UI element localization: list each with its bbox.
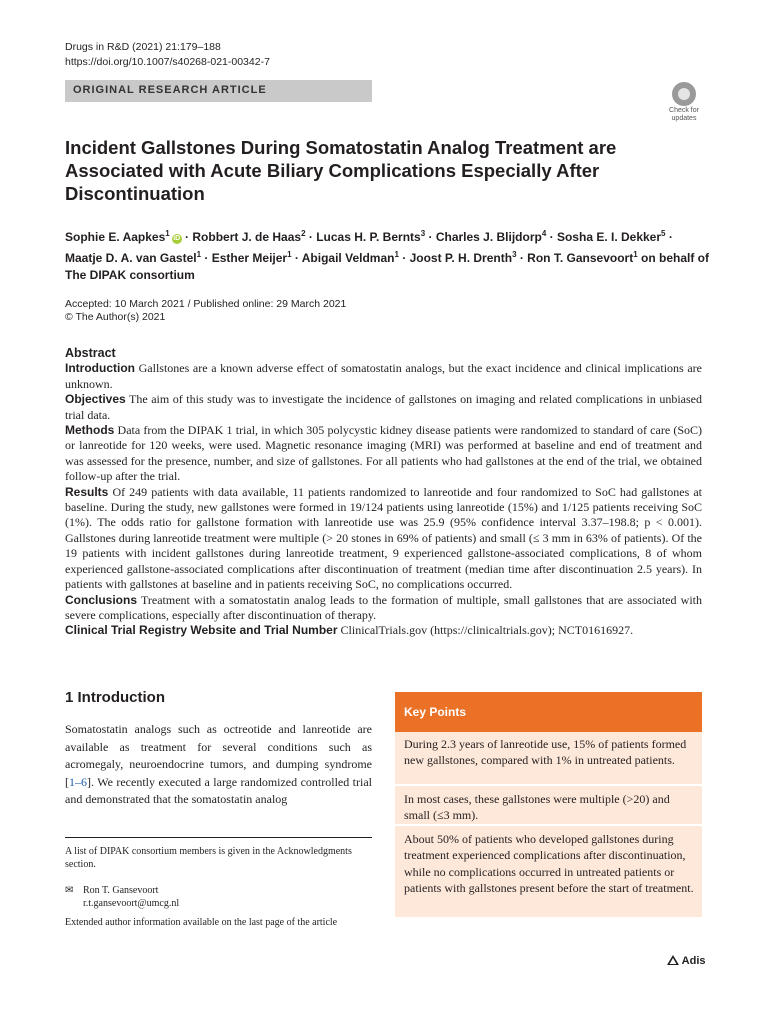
author-name[interactable]: · Charles J. Blijdorp bbox=[425, 230, 542, 244]
section-heading-introduction: 1 Introduction bbox=[65, 689, 165, 706]
key-point-separator bbox=[395, 824, 702, 826]
accepted-published: Accepted: 10 March 2021 / Published online: 29 March 2021 bbox=[65, 298, 347, 310]
author-name[interactable]: · Sosha E. I. Dekker bbox=[546, 230, 662, 244]
abstract-objectives: Objectives The aim of this study was to investigate the incidence of gallstones on imaging and related complications in unbiased trial data. bbox=[65, 392, 702, 422]
abstract-results: Results Of 249 patients with data available, 11 patients randomized to lanreotide and four randomized to SoC had gallstones at baseline. During the study, new gallstones were formed in 19/124 patients using lanreotide (15%) and 1/125 patients receiving SoC (1%). The odds ratio for gallstone formation with lanreotide use was 25.9 (95% confidence interval 3.37–198.8; p < 0.001). Gallstones during lanreotide treatment were multiple (> 20 stones in 69% of patients) and small (≤ 3 mm in 63% of patients). Of the 19 patients with incident gallstones during lanreotide treatment, 9 experienced gallstone-associated complications, 8 of whom experienced gallstone-associated complications after discontinuation of treatment (median time after discontinuation 2.5 years). In patients with gallstones at baseline and in patients receiving SoC, no complications occurred. bbox=[65, 484, 703, 592]
publisher-logo bbox=[667, 955, 706, 967]
reference-link[interactable]: 1–6 bbox=[69, 774, 87, 789]
author-line-2: Maatje D. A. van Gastel$^1$ · Esther Meijer$^1$ · Abigail Veldman$^1$ · Joost P. H. Drenth$^3$ · Ron T. Gansevoort$^1$ on behalf of bbox=[65, 250, 709, 265]
key-points-header bbox=[395, 692, 702, 732]
title-line-3: Discontinuation bbox=[65, 183, 205, 204]
check-updates-line2: updates bbox=[671, 115, 697, 122]
abstract-registry: Clinical Trial Registry Website and Trial Number ClinicalTrials.gov (https://clinicaltrials.gov); NCT01616927. bbox=[65, 623, 634, 638]
author-list bbox=[65, 225, 715, 284]
title-line-1: Incident Gallstones During Somatostatin Analog Treatment are bbox=[65, 137, 617, 158]
clinicaltrials-link[interactable]: https://clinicaltrials.gov bbox=[434, 623, 548, 638]
journal-info bbox=[65, 40, 270, 70]
author-name[interactable]: · Abigail Veldman bbox=[291, 251, 395, 265]
key-points-box bbox=[395, 692, 702, 917]
key-point-item: In most cases, these gallstones were multiple (>20) and small (≤3 mm). bbox=[404, 792, 670, 823]
abstract-conclusions: Conclusions Treatment with a somatostatin analog leads to the formation of multiple, small gallstones that are associated with severe complications, especially after discontinuation of therapy. bbox=[65, 592, 702, 622]
corresponding-author bbox=[65, 884, 365, 910]
author-name[interactable]: · Joost P. H. Drenth bbox=[398, 251, 513, 265]
journal-citation: Drugs in R&D (2021) 21:179–188 bbox=[65, 41, 221, 53]
footnote-consortium: A list of DIPAK consortium members is given in the Acknowledgments section. bbox=[65, 846, 352, 870]
envelope-icon: ✉ bbox=[65, 885, 74, 896]
abstract bbox=[65, 346, 702, 639]
footnote-divider bbox=[65, 837, 372, 838]
check-updates-line1: Check for bbox=[669, 107, 699, 114]
title-line-2: Associated with Acute Biliary Complications Especially After bbox=[65, 160, 600, 181]
copyright: © The Author(s) 2021 bbox=[65, 311, 166, 323]
key-point-item: During 2.3 years of lanreotide use, 15% of patients formed new gallstones, compared with 1% in untreated patients. bbox=[404, 737, 687, 768]
abstract-methods: Methods Data from the DIPAK 1 trial, in which 305 polycystic kidney disease patients were randomized to standard of care (SoC) or lanreotide for 120 weeks, were used. Magnetic resonance imaging (MRI) was performed at baseline and end of treatment and was assessed for the presence, number, and size of gallstones. For all patients who had gallstones at the end of the trial, we obtained follow-up after the trial. bbox=[65, 423, 703, 484]
author-name[interactable]: · Robbert J. de Haas bbox=[181, 230, 302, 244]
corresponding-name: Ron T. Gansevoort bbox=[83, 885, 159, 896]
author-name[interactable]: Sophie E. Aapkes bbox=[65, 230, 166, 244]
introduction-paragraph: Somatostatin analogs such as octreotide and lanreotide are available as treatment for several conditions such as acromegaly, neuroendocrine tumors, and dumping syndrome [1–6]. We recently executed a large randomized controlled trial and demonstrated that the somatostatin analog bbox=[65, 722, 372, 806]
key-points-heading: Key Points bbox=[404, 705, 467, 719]
consortium-name: The DIPAK consortium bbox=[65, 268, 195, 282]
extended-author-info: Extended author information available on the last page of the article bbox=[65, 917, 338, 928]
author-line-1: Sophie E. Aapkes$^1$iD · Robbert J. de Haas$^2$ · Lucas H. P. Bernts$^3$ · Charles J. Blijdorp$^4$ · Sosha E. I. Dekker$^5$ · bbox=[65, 229, 673, 244]
author-name[interactable]: · Lucas H. P. Bernts bbox=[305, 230, 421, 244]
abstract-introduction: Introduction Gallstones are a known adverse effect of somatostatin analogs, but the exact incidence and clinical implications are unknown. bbox=[65, 361, 702, 391]
key-point-separator bbox=[395, 784, 702, 786]
corresponding-email[interactable]: r.t.gansevoort@umcg.nl bbox=[83, 898, 180, 909]
check-updates-icon bbox=[672, 82, 696, 106]
orcid-icon[interactable]: iD bbox=[173, 235, 181, 242]
key-point-item: About 50% of patients who developed gallstones during treatment experienced complications after discontinuation, while no complications occurred in untreated patients or patients with gallstones present before the start of treatment. bbox=[404, 832, 694, 895]
author-name[interactable]: Maatje D. A. van Gastel bbox=[65, 251, 197, 265]
check-for-updates-badge[interactable] bbox=[664, 82, 704, 124]
abstract-heading: Abstract bbox=[65, 346, 116, 360]
author-name[interactable]: · Ron T. Gansevoort bbox=[516, 251, 634, 265]
article-type-label: ORIGINAL RESEARCH ARTICLE bbox=[73, 84, 267, 96]
author-name[interactable]: · Esther Meijer bbox=[201, 251, 288, 265]
adis-triangle-icon bbox=[667, 955, 679, 965]
publication-dates bbox=[65, 298, 346, 324]
publisher-name: Adis bbox=[681, 955, 706, 967]
doi-link[interactable]: https://doi.org/10.1007/s40268-021-00342-7 bbox=[65, 56, 270, 68]
article-title bbox=[65, 136, 685, 205]
article-type-banner bbox=[65, 80, 372, 102]
